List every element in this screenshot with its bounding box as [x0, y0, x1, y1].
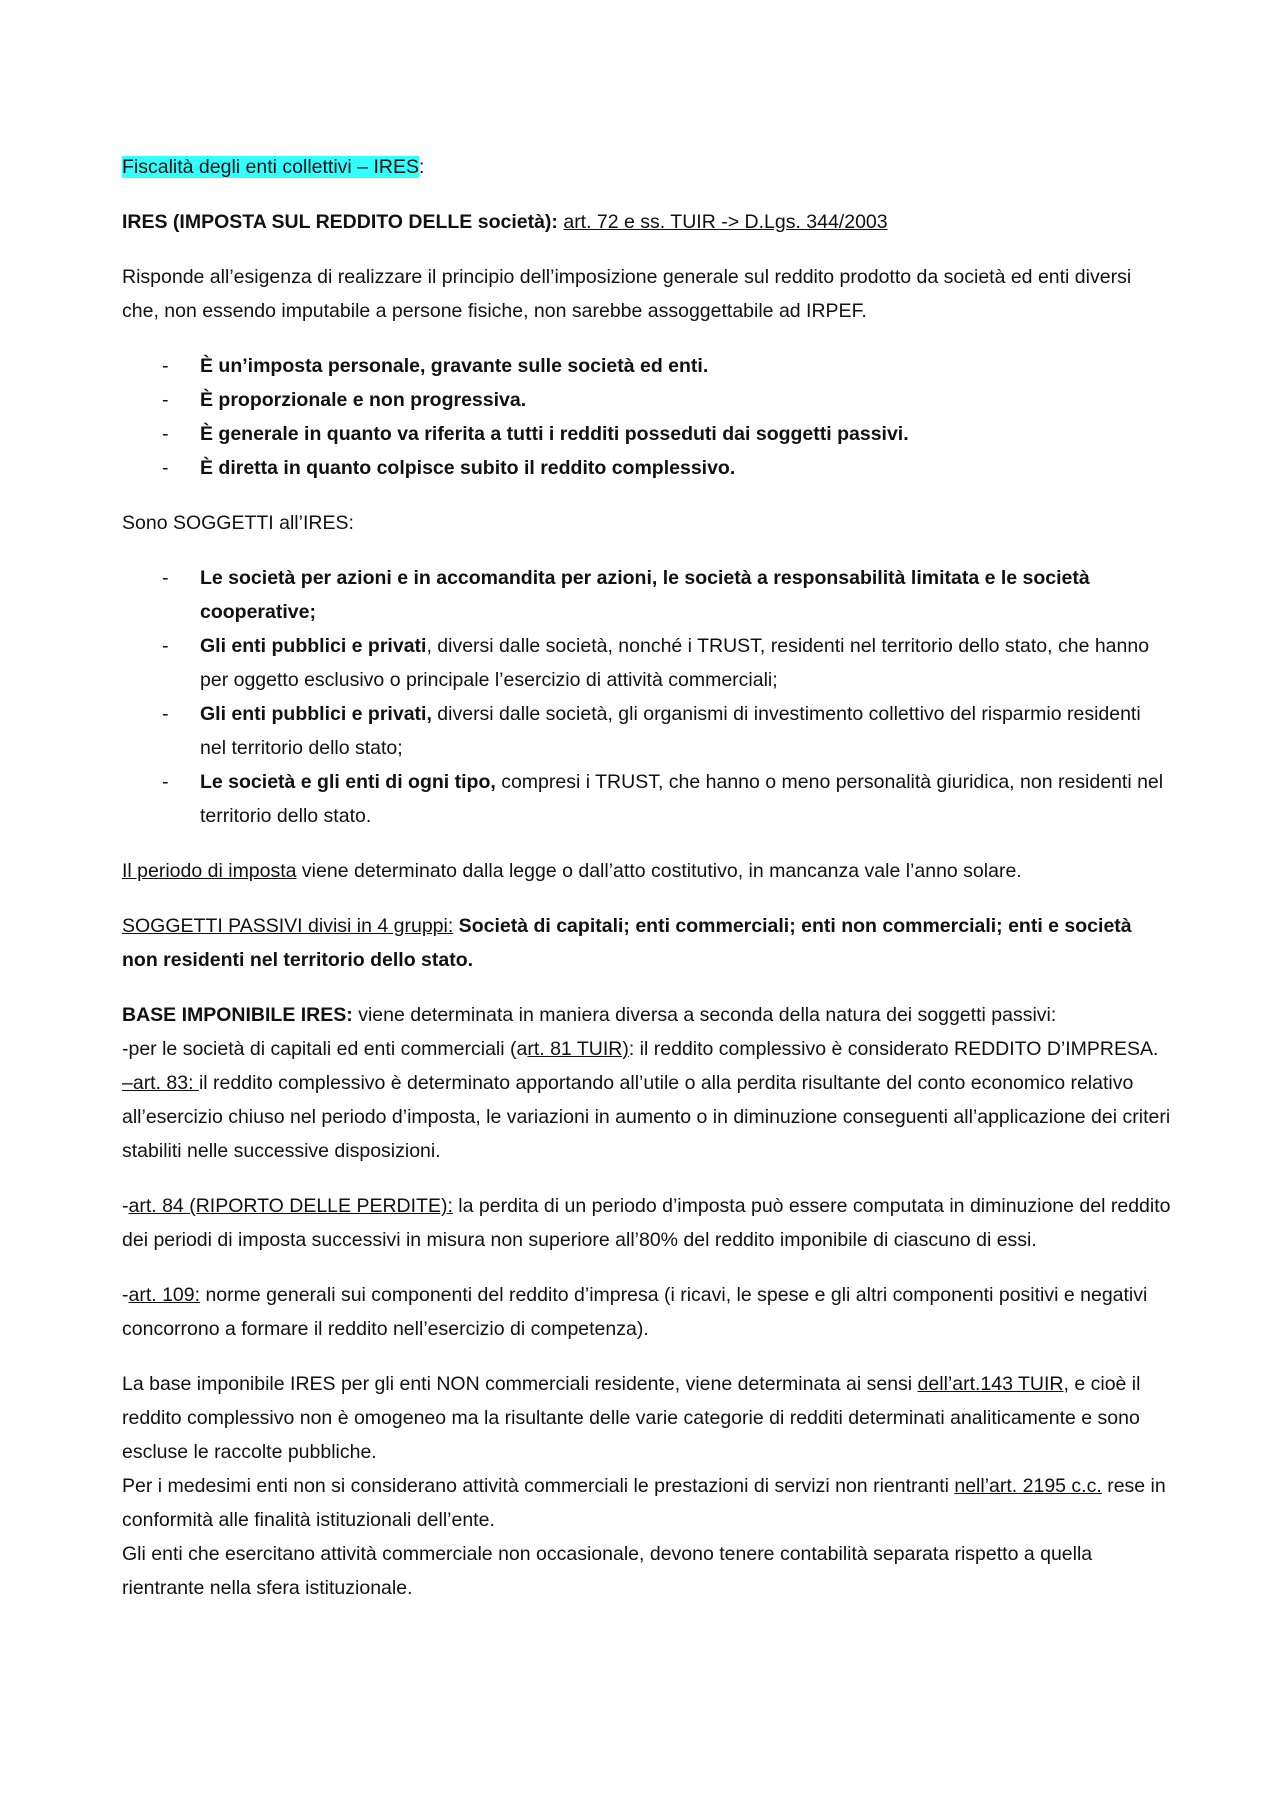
document-title: Fiscalità degli enti collettivi – IRES:: [122, 156, 425, 178]
art84-paragraph: -art. 84 (RIPORTO DELLE PERDITE): la perdita di un periodo d’imposta può essere computata in diminuzione del reddito dei periodi di imposta successivi in misura non superiore all’80% del reddito imponibile di ciascuno di essi.: [122, 1195, 1171, 1251]
tax-base-paragraph: BASE IMPONIBILE IRES: viene determinata in maniera diversa a seconda della natura dei soggetti passivi: -per le società di capitali ed enti commerciali (art. 81 TUIR): il reddito complessivo è considerato REDDITO D’IMPRESA. –art. 83: il reddito complessivo è determinato apportando all’utile o alla perdita risultante del conto economico relativo all’esercizio chiuso nel periodo d’imposta, le variazioni in aumento o in diminuzione conseguenti all’applicazione dei criteri stabiliti nelle successive disposizioni.: [122, 1004, 1171, 1162]
features-list: [122, 349, 1172, 485]
list-item: - Le società per azioni e in accomandita per azioni, le società a responsabilità limitata e le società cooperative;: [122, 561, 1172, 629]
list-item: - È un’imposta personale, gravante sulle società ed enti.: [122, 349, 1172, 383]
list-item: - È diretta in quanto colpisce subito il reddito complessivo.: [122, 451, 1172, 485]
subjects-heading: Sono SOGGETTI all’IRES:: [122, 512, 354, 534]
document-page: [122, 150, 1172, 1605]
tax-period-paragraph: Il periodo di imposta viene determinato dalla legge o dall’atto costitutivo, in mancanza vale l’anno solare.: [122, 860, 1022, 882]
passive-subjects-paragraph: SOGGETTI PASSIVI divisi in 4 gruppi: Società di capitali; enti commerciali; enti non commerciali; enti e società non residenti nel territorio dello stato.: [122, 915, 1132, 971]
list-item: - È generale in quanto va riferita a tutti i redditi posseduti dai soggetti passivi.: [122, 417, 1172, 451]
art109-paragraph: -art. 109: norme generali sui componenti del reddito d’impresa (i ricavi, le spese e gli altri componenti positivi e negativi concorrono a formare il reddito nell’esercizio di competenza).: [122, 1284, 1148, 1340]
law-reference: art. 72 e ss. TUIR -> D.Lgs. 344/2003: [563, 211, 888, 233]
ires-definition: IRES (IMPOSTA SUL REDDITO DELLE società): art. 72 e ss. TUIR -> D.Lgs. 344/2003: [122, 211, 888, 233]
intro-paragraph: Risponde all’esigenza di realizzare il principio dell’imposizione generale sul reddito prodotto da società ed enti diversi che, non essendo imputabile a persone fisiche, non sarebbe assoggettabile ad IRPEF.: [122, 266, 1132, 322]
subjects-list: [122, 561, 1172, 833]
non-commercial-paragraph: La base imponibile IRES per gli enti NON commerciali residente, viene determinata ai sensi dell’art.143 TUIR, e cioè il reddito complessivo non è omogeneo ma la risultante delle varie categorie di redditi determinati analiticamente e sono escluse le raccolte pubbliche. Per i medesimi enti non si considerano attività commerciali le prestazioni di servizi non rientranti nell’art. 2195 c.c. rese in conformità alle finalità istituzionali dell’ente. Gli enti che esercitano attività commerciale non occasionale, devono tenere contabilità separata rispetto a quella rientrante nella sfera istituzionale.: [122, 1373, 1166, 1599]
list-item: - Gli enti pubblici e privati, diversi dalle società, nonché i TRUST, residenti nel territorio dello stato, che hanno per oggetto esclusivo o principale l’esercizio di attività commerciali;: [122, 629, 1172, 697]
list-item: - Le società e gli enti di ogni tipo, compresi i TRUST, che hanno o meno personalità giuridica, non residenti nel territorio dello stato.: [122, 765, 1172, 833]
list-item: - Gli enti pubblici e privati, diversi dalle società, gli organismi di investimento collettivo del risparmio residenti nel territorio dello stato;: [122, 697, 1172, 765]
title-highlight: Fiscalità degli enti collettivi – IRES: [122, 156, 419, 178]
list-item: - È proporzionale e non progressiva.: [122, 383, 1172, 417]
